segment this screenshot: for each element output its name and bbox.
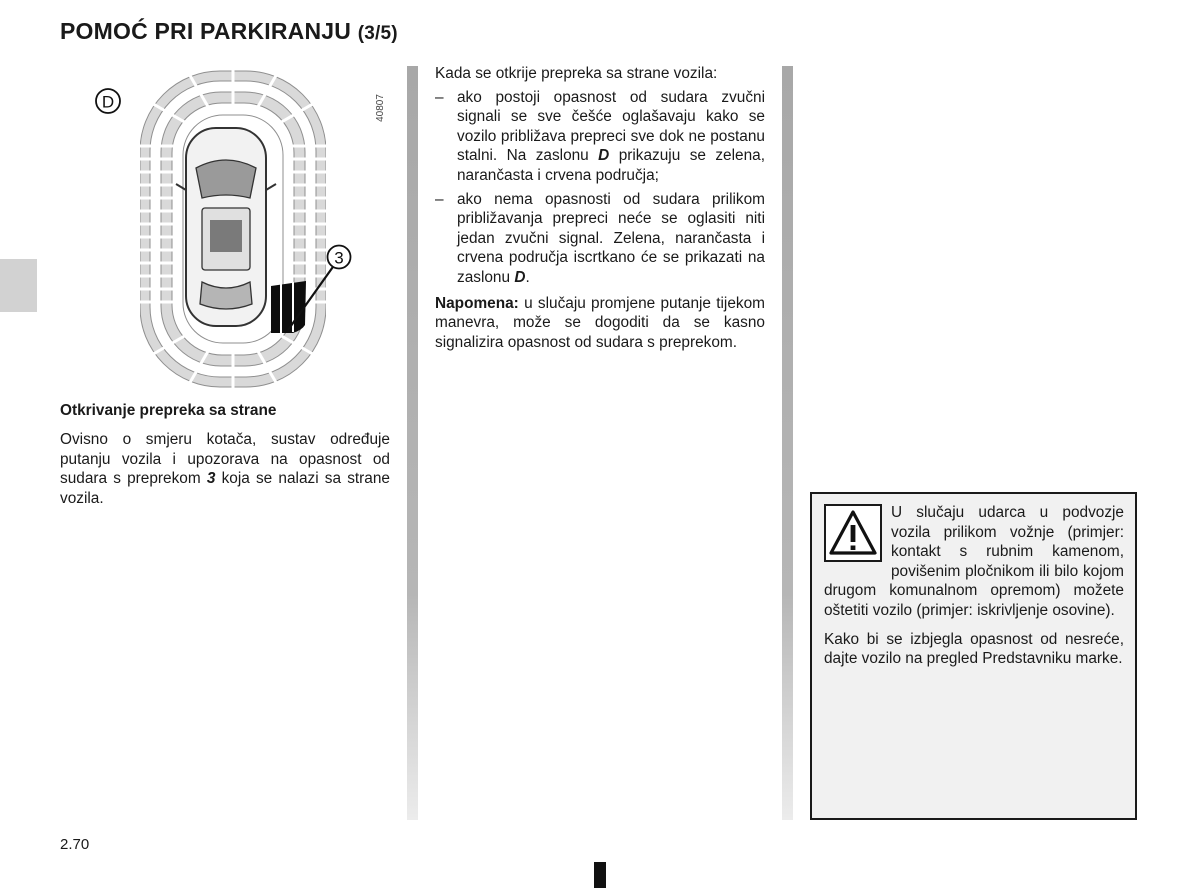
dash-marker: –	[435, 190, 444, 208]
parking-sensor-diagram	[88, 68, 388, 390]
display-ref: D	[514, 268, 526, 286]
para-text: Ovisno o smjeru kotača, sustav određuje putanju vozila i upozorava na opasnost od sudara s preprekom	[60, 431, 390, 488]
page-number: 2.70	[60, 836, 90, 853]
figure-code: 40807	[375, 94, 386, 122]
callout-number: 3	[334, 248, 344, 268]
warning-text-1: U slučaju udarca u podvozje vozila prilikom vožnje (primjer: kontakt s rubnim kamenom, povišenim pločnikom ili bilo kojom drugom komunalnom opremom) možete oštetiti vozilo (primjer: iskrivljenje osovine).	[824, 504, 1124, 619]
bullet-list	[435, 88, 765, 288]
note-text: u slučaju promjene putanje tijekom manevra, može se dogoditi da se kasno signalizira opasnost od sudara s preprekom.	[435, 294, 765, 351]
dash-marker: –	[435, 88, 444, 106]
note-label: Napomena:	[435, 294, 519, 312]
column-divider-left	[407, 66, 418, 820]
column-divider-right	[782, 66, 793, 820]
page-edge-marker	[594, 862, 606, 888]
warning-triangle-icon	[824, 504, 882, 562]
obstacle-ref: 3	[206, 470, 216, 488]
item-text-end: prikazuju se zelena, narančasta i crvena područja;	[457, 147, 765, 184]
display-ref: D	[598, 147, 610, 165]
title-main: POMOĆ PRI PARKIRANJU	[60, 18, 352, 44]
item-text-end: .	[525, 268, 530, 286]
note-paragraph	[435, 294, 765, 353]
page-title	[60, 18, 398, 45]
intro-text: Kada se otkrije prepreka sa strane vozila:	[435, 65, 718, 82]
display-label: D	[101, 92, 115, 112]
list-item	[435, 190, 765, 288]
chapter-tab	[0, 259, 37, 312]
side-detection-paragraph	[60, 430, 390, 508]
display-d-badge	[96, 89, 120, 113]
title-part: (3/5)	[357, 23, 398, 44]
car-top-view-icon	[176, 128, 276, 326]
middle-column	[435, 64, 765, 352]
warning-box	[810, 492, 1137, 820]
item-text: ako nema opasnosti od sudara prilikom približavanja prepreci neće se oglasiti niti jedan zvučni signal. Zelena, narančasta i crvena područja iscrtkano će se prikazati na zaslonu	[457, 190, 765, 286]
list-item	[435, 88, 765, 186]
para-text-end: koja se nalazi sa strane vozila.	[60, 470, 390, 507]
side-obstacle-zone	[271, 281, 306, 333]
warning-text-2: Kako bi se izbjegla opasnost od nesreće, dajte vozilo na pregled Predstavniku marke.	[824, 630, 1124, 668]
section-heading: Otkrivanje prepreka sa strane	[60, 402, 277, 419]
callout-3-badge	[328, 246, 351, 269]
item-text: ako postoji opasnost od sudara zvučni signali se sve češće oglašavaju kako se vozilo približava prepreci sve dok ne postanu stalni. Na zaslonu	[457, 88, 765, 165]
